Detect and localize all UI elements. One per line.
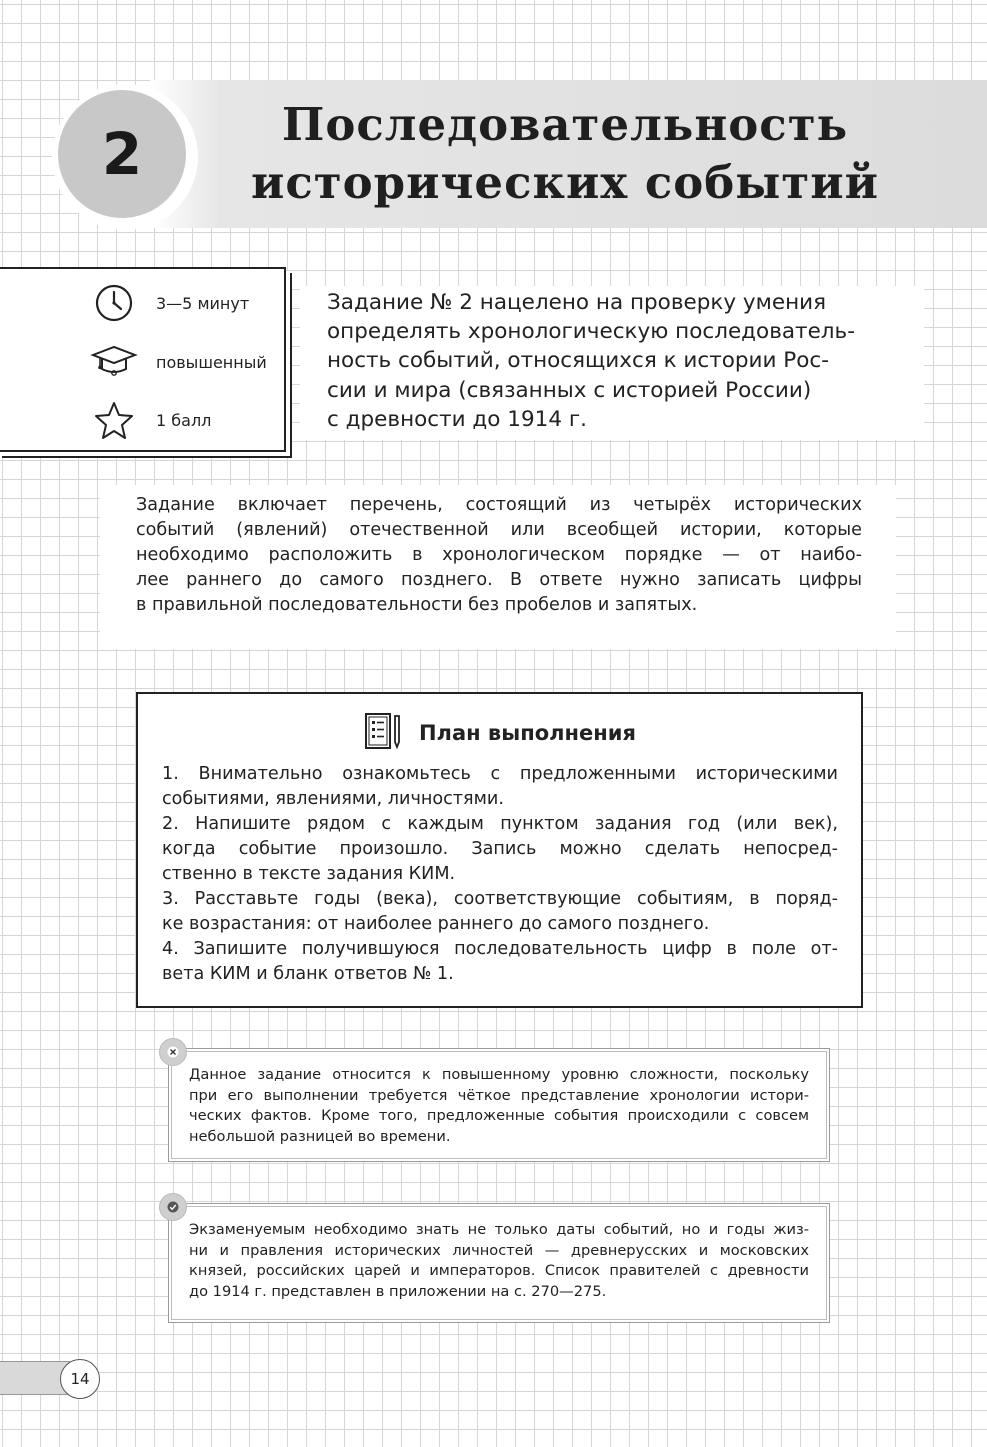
intro-line: ность событий, относящихся к истории Рос- [327, 348, 830, 374]
intro-line: сии и мира (связанных с историей России) [327, 377, 812, 403]
check-icon [159, 1193, 187, 1221]
plan-line: когда событие произошло. Запись можно сделать непосред- [162, 839, 838, 859]
info-score [0, 400, 211, 440]
task-info-box [0, 267, 286, 452]
description-line: Задание включает перечень, состоящий из четырёх исторических [136, 495, 862, 515]
note-tip-line: ни и правления исторических личностей — древнерусских и московских [189, 1241, 809, 1259]
description-line: необходимо расположить в хронологическом порядке — от наибо- [136, 545, 862, 565]
note-warning [168, 1048, 830, 1162]
note-tip-line: Экзаменуемым необходимо знать не только даты событий, но и годы жиз- [189, 1221, 809, 1238]
plan-line: 2. Напишите рядом с каждым пунктом задания год (или век), [162, 814, 838, 834]
note-warning-line: при его выполнении требуется чёткое представление хронологии истори- [189, 1086, 809, 1104]
page-number: 14 [60, 1359, 100, 1399]
description-line: событий (явлений) отечественной или всеобщей истории, которые [136, 520, 862, 540]
plan-steps [162, 762, 838, 987]
task-number: 2 [58, 90, 186, 218]
plan-line: 1. Внимательно ознакомьтесь с предложенными историческими [162, 764, 838, 784]
intro-line: с древности до 1914 г. [327, 406, 587, 432]
page-title-line: исторических событий [250, 156, 880, 209]
note-warning-line: небольшой разницей во времени. [189, 1127, 451, 1145]
plan-box [136, 692, 863, 1008]
note-tip-line: князей, российских царей и императоров. Список правителей с древности [189, 1262, 809, 1280]
intro-paragraph [300, 286, 924, 440]
plan-title: План выполнения [418, 721, 636, 745]
plan-line: ке возрастания: от наиболее раннего до самого позднего. [162, 914, 710, 934]
note-warning-line: ческих фактов. Кроме того, предложенные события происходили с совсем [189, 1107, 809, 1125]
plan-header [138, 712, 861, 754]
star-icon [90, 400, 138, 440]
graduation-cap-icon [90, 342, 138, 382]
description-line: в правильной последовательности без пробелов и запятых. [136, 595, 698, 615]
close-icon [159, 1038, 187, 1066]
description-paragraph [100, 485, 896, 649]
note-warning-line: Данное задание относится к повышенному уровню сложности, поскольку [189, 1066, 809, 1083]
plan-line: вета КИМ и бланк ответов № 1. [162, 964, 454, 984]
info-time-label: 3—5 минут [156, 293, 250, 313]
plan-line: 4. Запишите получившуюся последовательность цифр в поле от- [162, 939, 838, 959]
description-line: лее раннего до самого позднего. В ответе нужно записать цифры [136, 570, 862, 590]
info-time [0, 283, 249, 323]
info-level [0, 342, 267, 382]
plan-line: событиями, явлениями, личностями. [162, 789, 504, 809]
intro-line: Задание № 2 нацелено на проверку умения [327, 290, 827, 315]
page-title [200, 96, 930, 212]
clock-icon [90, 283, 138, 323]
page-title-line: Последовательность [281, 98, 849, 151]
checklist-icon [363, 712, 403, 754]
info-level-label: повышенный [156, 352, 267, 372]
plan-line: ственно в тексте задания КИМ. [162, 864, 456, 884]
intro-line: определять хронологическую последователь- [327, 319, 855, 345]
plan-line: 3. Расставьте годы (века), соответствующие событиям, в поряд- [162, 889, 838, 909]
info-score-label: 1 балл [156, 410, 212, 430]
note-tip [168, 1203, 830, 1323]
note-tip-line: до 1914 г. представлен в приложении на с. 270—275. [189, 1282, 607, 1300]
